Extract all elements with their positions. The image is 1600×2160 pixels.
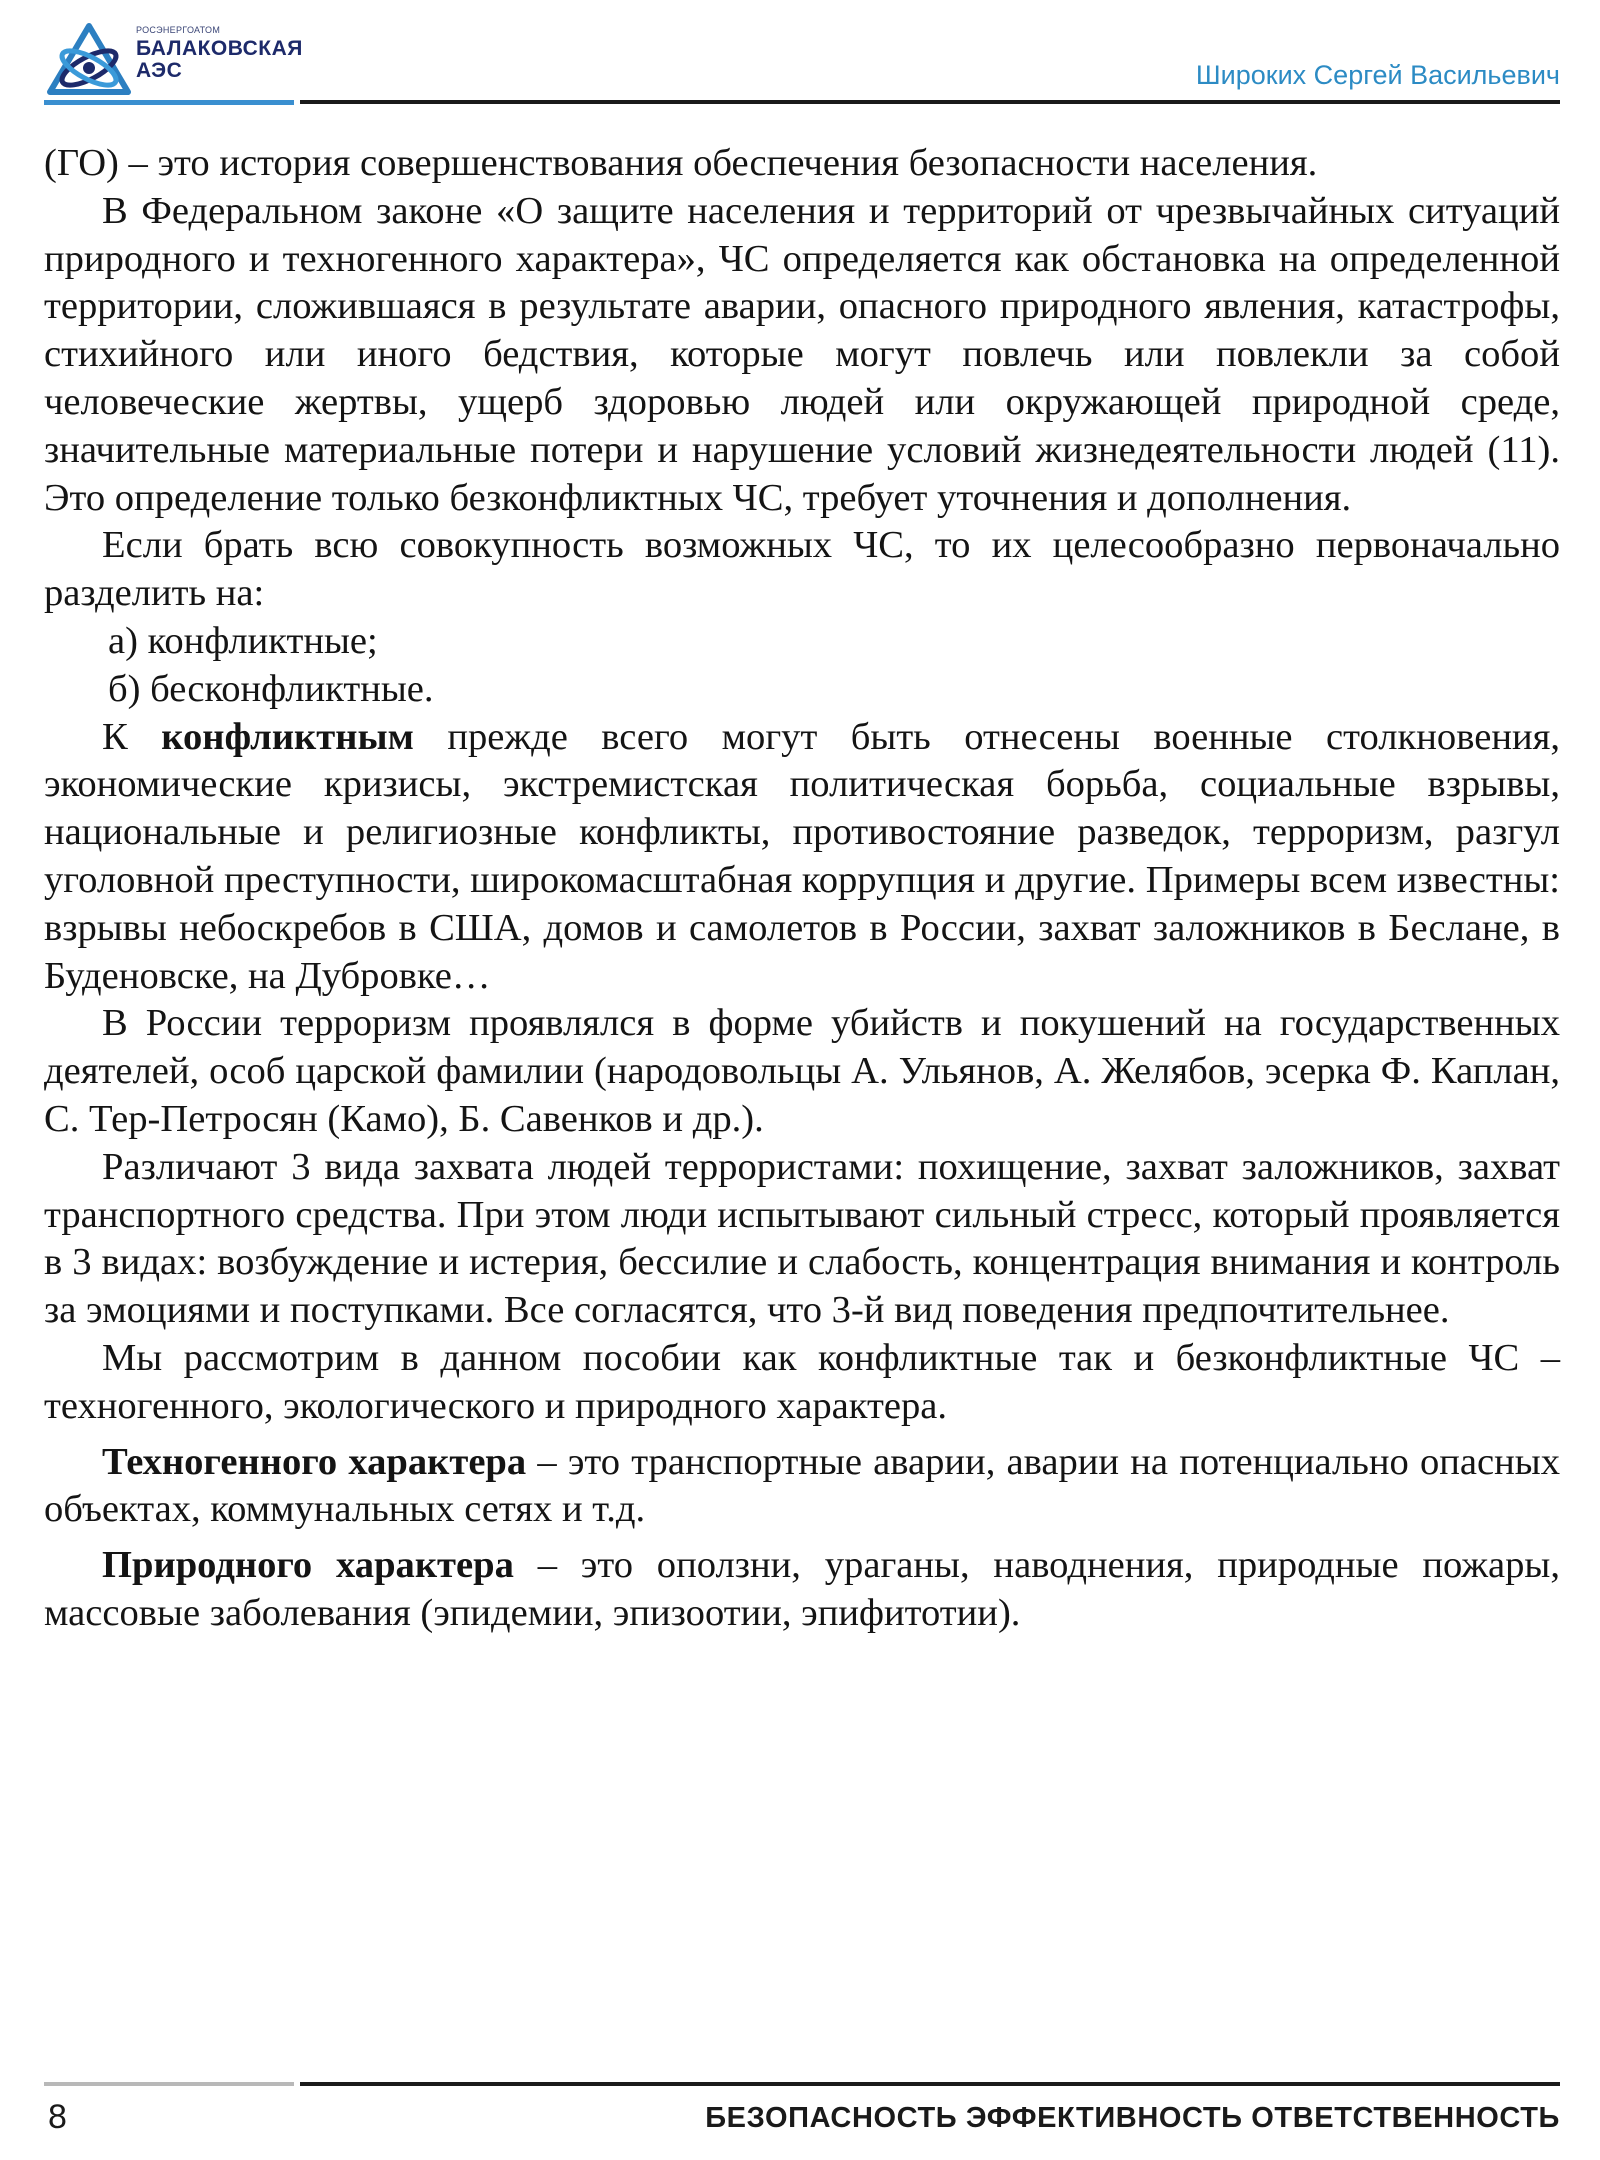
paragraph-4-rest: прежде всего могут быть отнесены военные столкновения, экономические кризисы, экстремистская политическая борьба, социальные взрывы, национальные и религиозные конфликты, противостояние разведок, терроризм, разгул уголовной преступности, широкомасштабная коррупция и другие. Примеры всем известны: взрывы небоскребов в США, домов и самолетов в России, захват заложников в Беслане, в Буденовске, на Дубровке… [44, 715, 1560, 997]
org-name-line1: БАЛАКОВСКАЯ [136, 37, 303, 60]
paragraph-8-rest: – это транспортные аварии, аварии на потенциально опасных объектах, коммунальных сетях и т.д. [44, 1440, 1560, 1531]
author-name: Широких Сергей Васильевич [1195, 60, 1560, 90]
term-technogenic: Техногенного характера [102, 1440, 527, 1483]
paragraph-9 [44, 1542, 1560, 1638]
list-item-b: б) бесконфликтные. [108, 667, 434, 710]
org-name [136, 26, 303, 81]
org-parent-name: РОСЭНЕРГОАТОМ [136, 25, 221, 35]
paragraph-8 [44, 1439, 1560, 1535]
page-number: 8 [48, 2098, 67, 2136]
org-name-line2: АЭС [136, 59, 183, 82]
footer-rule [300, 2082, 1560, 2086]
paragraph-2: В Федеральном законе «О защите населения и территорий от чрезвычайных ситуаций природного и техногенного характера», ЧС определяется как обстановка на определенной территории, сложившаяся в результате аварии, опасного природного явления, катастрофы, стихийного или иного бедствия, которые могут повлечь или повлекли за собой человеческие жертвы, ущерб здоровью людей или окружающей природной среде, значительные материальные потери и нарушение условий жизнедеятельности людей (11). Это определение только безконфликтных ЧС, требует уточнения и дополнения. [44, 189, 1560, 519]
atom-logo-icon [44, 20, 134, 100]
header-accent-rule [44, 100, 294, 105]
footer-slogan: БЕЗОПАСНОСТЬ ЭФФЕКТИВНОСТЬ ОТВЕТСТВЕННОСТЬ [705, 2102, 1560, 2134]
paragraph-9-rest: – это оползни, ураганы, наводнения, природные пожары, массовые заболевания (эпидемии, эпизоотии, эпифитотии). [44, 1544, 1560, 1634]
footer-accent-rule [44, 2082, 294, 2086]
list-item-a: а) конфликтные; [108, 619, 378, 662]
page-header [0, 0, 1600, 120]
paragraph-6: Различают 3 вида захвата людей террористами: похищение, захват заложников, захват транспортного средства. При этом люди испытывают сильный стресс, который проявляется в 3 видах: возбуждение и истерия, бессилие и слабость, концентрация внимания и контроль за эмоциями и поступками. Все согласятся, что 3-й вид поведения предпочтительнее. [44, 1145, 1560, 1332]
header-rule [300, 100, 1560, 104]
paragraph-4 [44, 714, 1560, 1001]
paragraph-4-start: К [102, 715, 162, 758]
paragraph-3: Если брать всю совокупность возможных ЧС, то их целесообразно первоначально разделить на: [44, 524, 1560, 615]
term-natural: Природного характера [102, 1544, 514, 1587]
paragraph-7: Мы рассмотрим в данном пособии как конфликтные так и безконфликтные ЧС – техногенного, экологического и природного характера. [44, 1336, 1560, 1427]
page-body [44, 140, 1560, 1638]
term-conflict: конфликтным [161, 715, 414, 758]
paragraph-5: В России терроризм проявлялся в форме убийств и покушений на государственных деятелей, особ царской фамилии (народовольцы А. Ульянов, А. Желябов, эсерка Ф. Каплан, С. Тер-Петросян (Камо), Б. Савенков и др.). [44, 1002, 1560, 1140]
paragraph-1: (ГО) – это история совершенствования обеспечения безопасности населения. [44, 142, 1318, 184]
